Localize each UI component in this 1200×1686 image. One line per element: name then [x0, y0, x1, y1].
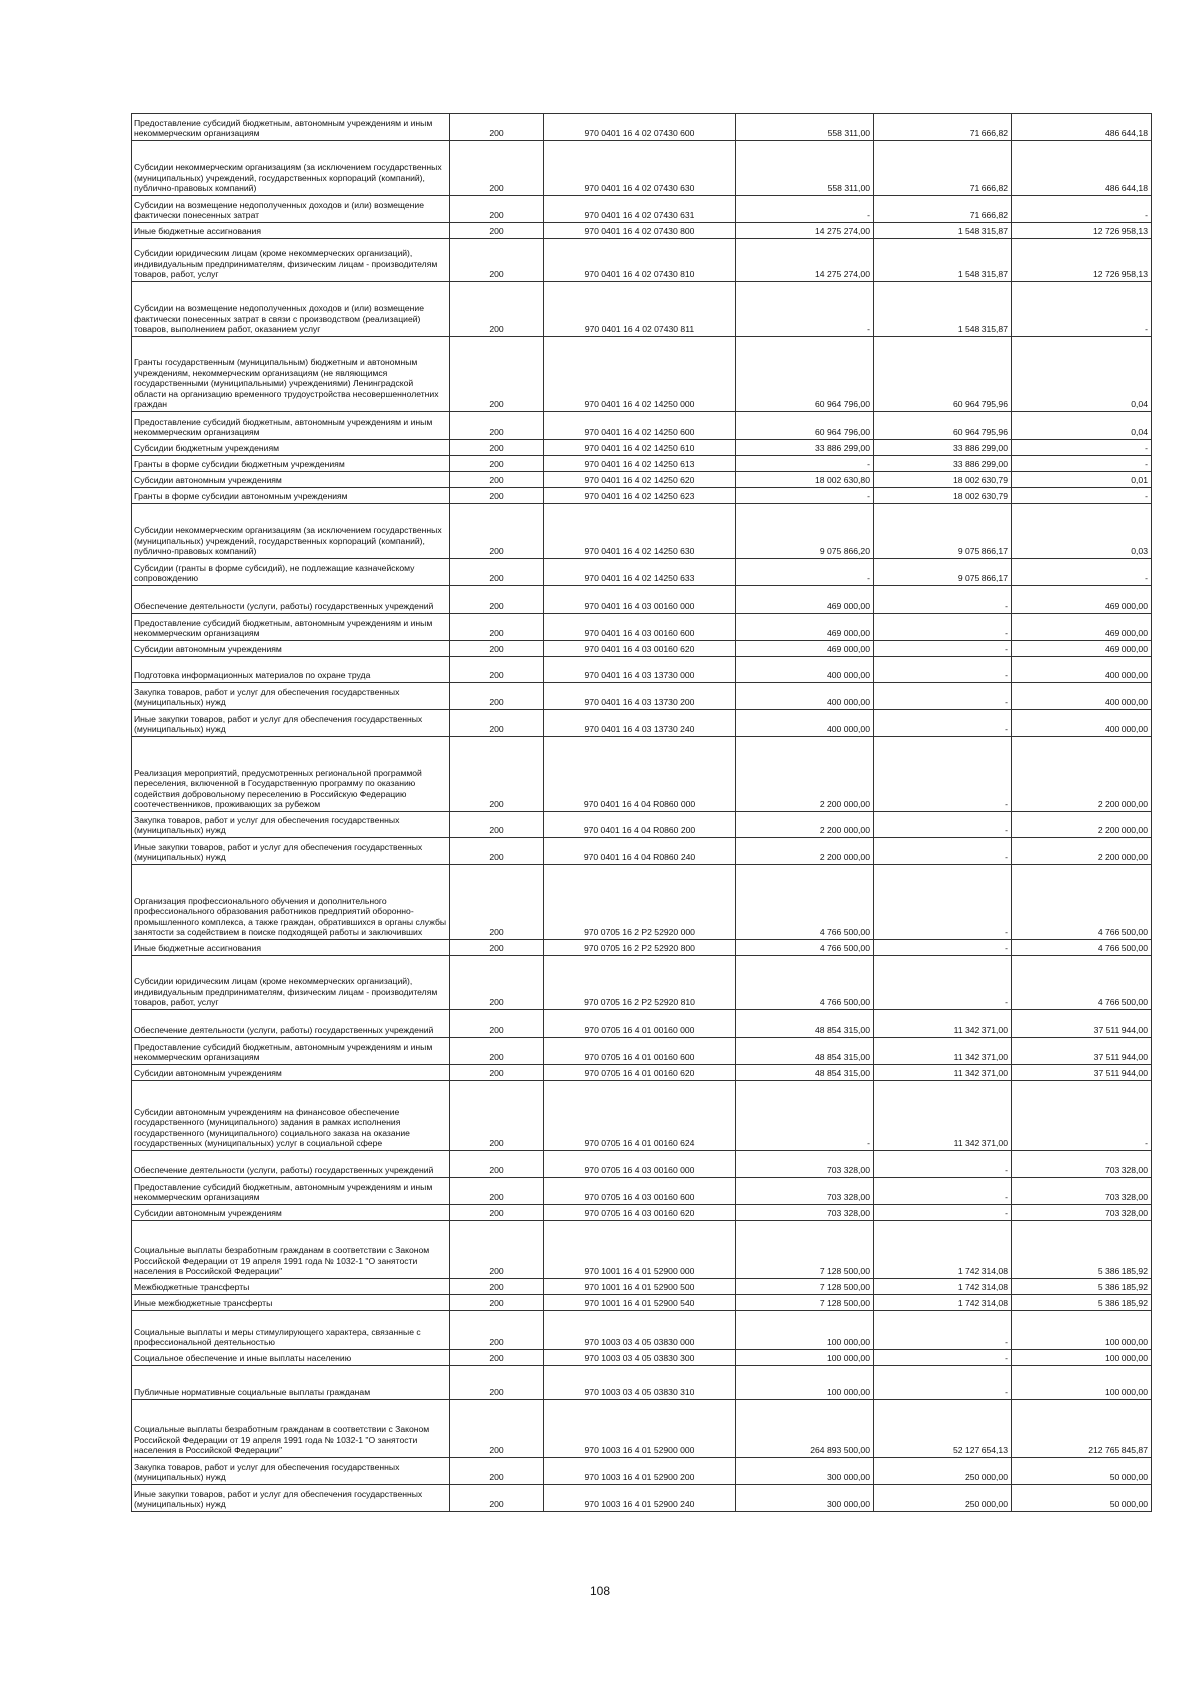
table-cell-executed-amount: -	[874, 641, 1012, 657]
table-cell-approved-amount: 4 766 500,00	[736, 956, 874, 1010]
table-cell-classification-code: 970 0401 16 4 02 07430 811	[544, 282, 736, 337]
table-cell-line-code: 200	[450, 710, 544, 737]
table-cell-approved-amount: 7 128 500,00	[736, 1279, 874, 1295]
table-cell-classification-code: 970 1001 16 4 01 52900 500	[544, 1279, 736, 1295]
table-row	[132, 456, 1152, 472]
table-cell-executed-amount: -	[874, 683, 1012, 710]
table-cell-line-code: 200	[450, 337, 544, 412]
table-cell-approved-amount: 2 200 000,00	[736, 812, 874, 838]
table-cell-remaining-amount: 486 644,18	[1012, 114, 1152, 141]
table-row	[132, 940, 1152, 956]
table-row	[132, 956, 1152, 1010]
table-cell-classification-code: 970 1003 16 4 01 52900 000	[544, 1400, 736, 1458]
table-cell-line-code: 200	[450, 1295, 544, 1311]
table-cell-line-code: 200	[450, 586, 544, 614]
table-cell-approved-amount: 264 893 500,00	[736, 1400, 874, 1458]
table-cell-name: Субсидии автономным учреждениям	[132, 472, 450, 488]
table-cell-line-code: 200	[450, 559, 544, 586]
table-row	[132, 1205, 1152, 1221]
table-cell-remaining-amount: 2 200 000,00	[1012, 737, 1152, 812]
table-cell-classification-code: 970 0401 16 4 02 07430 630	[544, 141, 736, 196]
table-cell-name: Субсидии на возмещение недополученных доходов и (или) возмещение фактически понесенных затрат	[132, 196, 450, 223]
table-cell-executed-amount: -	[874, 586, 1012, 614]
table-cell-name: Иные закупки товаров, работ и услуг для обеспечения государственных (муниципальных) нужд	[132, 838, 450, 865]
table-cell-approved-amount: 100 000,00	[736, 1366, 874, 1400]
table-cell-line-code: 200	[450, 141, 544, 196]
table-cell-classification-code: 970 0705 16 4 03 00160 620	[544, 1205, 736, 1221]
table-cell-line-code: 200	[450, 1065, 544, 1081]
table-cell-executed-amount: 1 742 314,08	[874, 1279, 1012, 1295]
table-cell-classification-code: 970 0401 16 4 02 07430 800	[544, 223, 736, 239]
table-cell-line-code: 200	[450, 114, 544, 141]
table-cell-executed-amount: -	[874, 657, 1012, 683]
table-cell-classification-code: 970 0401 16 4 02 14250 000	[544, 337, 736, 412]
table-cell-executed-amount: -	[874, 1178, 1012, 1205]
table-cell-approved-amount: 400 000,00	[736, 683, 874, 710]
table-cell-name: Обеспечение деятельности (услуги, работы) государственных учреждений	[132, 1010, 450, 1038]
table-cell-remaining-amount: 703 328,00	[1012, 1205, 1152, 1221]
table-cell-approved-amount: 7 128 500,00	[736, 1295, 874, 1311]
table-cell-executed-amount: 11 342 371,00	[874, 1065, 1012, 1081]
table-row	[132, 337, 1152, 412]
table-cell-approved-amount: 48 854 315,00	[736, 1065, 874, 1081]
table-cell-executed-amount: 18 002 630,79	[874, 488, 1012, 504]
table-cell-classification-code: 970 0401 16 4 02 14250 600	[544, 412, 736, 440]
table-cell-approved-amount: 469 000,00	[736, 586, 874, 614]
table-cell-remaining-amount: 100 000,00	[1012, 1350, 1152, 1366]
table-row	[132, 838, 1152, 865]
table-row	[132, 504, 1152, 559]
table-cell-remaining-amount: 486 644,18	[1012, 141, 1152, 196]
table-cell-remaining-amount: -	[1012, 1081, 1152, 1151]
table-cell-classification-code: 970 0401 16 4 03 00160 000	[544, 586, 736, 614]
table-row	[132, 1151, 1152, 1178]
table-cell-line-code: 200	[450, 865, 544, 940]
table-cell-remaining-amount: 50 000,00	[1012, 1485, 1152, 1512]
table-cell-approved-amount: 2 200 000,00	[736, 737, 874, 812]
table-cell-approved-amount: -	[736, 559, 874, 586]
table-cell-executed-amount: 1 548 315,87	[874, 239, 1012, 282]
table-cell-classification-code: 970 1003 16 4 01 52900 200	[544, 1458, 736, 1485]
table-cell-executed-amount: 250 000,00	[874, 1458, 1012, 1485]
table-cell-approved-amount: 400 000,00	[736, 710, 874, 737]
table-cell-classification-code: 970 0705 16 4 01 00160 600	[544, 1038, 736, 1065]
table-row	[132, 1311, 1152, 1350]
table-cell-remaining-amount: 0,04	[1012, 412, 1152, 440]
table-cell-remaining-amount: 212 765 845,87	[1012, 1400, 1152, 1458]
table-cell-name: Иные закупки товаров, работ и услуг для обеспечения государственных (муниципальных) нужд	[132, 1485, 450, 1512]
table-cell-remaining-amount: 100 000,00	[1012, 1311, 1152, 1350]
table-cell-classification-code: 970 0401 16 4 02 07430 810	[544, 239, 736, 282]
table-row	[132, 114, 1152, 141]
table-cell-executed-amount: -	[874, 737, 1012, 812]
table-cell-approved-amount: 469 000,00	[736, 614, 874, 641]
table-cell-executed-amount: -	[874, 1366, 1012, 1400]
table-cell-name: Иные межбюджетные трансферты	[132, 1295, 450, 1311]
table-cell-line-code: 200	[450, 1081, 544, 1151]
table-cell-classification-code: 970 0401 16 4 02 14250 633	[544, 559, 736, 586]
table-cell-approved-amount: 703 328,00	[736, 1178, 874, 1205]
table-row	[132, 1081, 1152, 1151]
table-cell-executed-amount: 11 342 371,00	[874, 1081, 1012, 1151]
table-cell-name: Субсидии юридическим лицам (кроме некоммерческих организаций), индивидуальным предпринимателям, физическим лицам - производителям товаров, работ, услуг	[132, 956, 450, 1010]
table-cell-remaining-amount: 5 386 185,92	[1012, 1295, 1152, 1311]
table-cell-line-code: 200	[450, 282, 544, 337]
table-cell-approved-amount: 400 000,00	[736, 657, 874, 683]
table-cell-classification-code: 970 0705 16 2 P2 52920 800	[544, 940, 736, 956]
table-cell-classification-code: 970 0401 16 4 03 13730 200	[544, 683, 736, 710]
table-row	[132, 657, 1152, 683]
table-cell-line-code: 200	[450, 1205, 544, 1221]
table-cell-name: Иные бюджетные ассигнования	[132, 940, 450, 956]
table-cell-executed-amount: 250 000,00	[874, 1485, 1012, 1512]
table-cell-approved-amount: 703 328,00	[736, 1151, 874, 1178]
table-cell-remaining-amount: 50 000,00	[1012, 1458, 1152, 1485]
table-cell-approved-amount: -	[736, 1081, 874, 1151]
table-cell-classification-code: 970 0705 16 2 P2 52920 810	[544, 956, 736, 1010]
table-cell-name: Субсидии автономным учреждениям на финансовое обеспечение государственного (муниципального) задания в рамках исполнения государственного (муниципального) социального заказа на оказание государственных (муниципальных) услуг в социальной сфере	[132, 1081, 450, 1151]
table-row	[132, 1458, 1152, 1485]
table-cell-executed-amount: 1 742 314,08	[874, 1295, 1012, 1311]
table-cell-executed-amount: -	[874, 1151, 1012, 1178]
table-row	[132, 812, 1152, 838]
table-cell-executed-amount: 71 666,82	[874, 196, 1012, 223]
table-cell-remaining-amount: 4 766 500,00	[1012, 956, 1152, 1010]
table-cell-approved-amount: 100 000,00	[736, 1350, 874, 1366]
table-row	[132, 488, 1152, 504]
table-cell-approved-amount: 300 000,00	[736, 1485, 874, 1512]
table-cell-line-code: 200	[450, 223, 544, 239]
table-cell-name: Организация профессионального обучения и дополнительного профессионального образования работников предприятий оборонно-промышленного комплекса, а также граждан, обратившихся в органы службы занятости за содействием в поиске подходящей работы и заключивших	[132, 865, 450, 940]
table-cell-name: Субсидии некоммерческим организациям (за исключением государственных (муниципальных) учреждений, государственных корпораций (компаний), публично-правовых компаний)	[132, 504, 450, 559]
table-cell-name: Субсидии автономным учреждениям	[132, 1065, 450, 1081]
table-cell-classification-code: 970 1003 03 4 05 03830 310	[544, 1366, 736, 1400]
table-cell-executed-amount: -	[874, 812, 1012, 838]
table-cell-executed-amount: 60 964 795,96	[874, 337, 1012, 412]
table-row	[132, 196, 1152, 223]
table-cell-approved-amount: 33 886 299,00	[736, 440, 874, 456]
table-cell-line-code: 200	[450, 1178, 544, 1205]
table-cell-line-code: 200	[450, 1279, 544, 1295]
table-cell-classification-code: 970 0401 16 4 04 R0860 000	[544, 737, 736, 812]
table-cell-line-code: 200	[450, 1366, 544, 1400]
table-cell-approved-amount: -	[736, 196, 874, 223]
table-cell-line-code: 200	[450, 641, 544, 657]
table-cell-approved-amount: 4 766 500,00	[736, 865, 874, 940]
table-cell-remaining-amount: 0,04	[1012, 337, 1152, 412]
table-row	[132, 223, 1152, 239]
table-cell-line-code: 200	[450, 1458, 544, 1485]
table-cell-classification-code: 970 0401 16 4 03 00160 620	[544, 641, 736, 657]
table-cell-name: Иные бюджетные ассигнования	[132, 223, 450, 239]
page-number: 108	[589, 1584, 611, 1598]
table-cell-approved-amount: 558 311,00	[736, 141, 874, 196]
table-cell-remaining-amount: 0,03	[1012, 504, 1152, 559]
table-cell-classification-code: 970 1001 16 4 01 52900 540	[544, 1295, 736, 1311]
table-cell-classification-code: 970 0705 16 2 P2 52920 000	[544, 865, 736, 940]
table-cell-remaining-amount: 100 000,00	[1012, 1366, 1152, 1400]
table-cell-classification-code: 970 0705 16 4 01 00160 000	[544, 1010, 736, 1038]
table-cell-executed-amount: 33 886 299,00	[874, 440, 1012, 456]
table-cell-remaining-amount: 2 200 000,00	[1012, 838, 1152, 865]
table-cell-line-code: 200	[450, 956, 544, 1010]
table-cell-classification-code: 970 0705 16 4 01 00160 624	[544, 1081, 736, 1151]
table-cell-line-code: 200	[450, 1400, 544, 1458]
table-row	[132, 586, 1152, 614]
table-cell-line-code: 200	[450, 1010, 544, 1038]
table-row	[132, 1350, 1152, 1366]
table-cell-remaining-amount: 12 726 958,13	[1012, 223, 1152, 239]
table-cell-approved-amount: 2 200 000,00	[736, 838, 874, 865]
table-cell-executed-amount: 71 666,82	[874, 141, 1012, 196]
table-cell-executed-amount: 1 548 315,87	[874, 282, 1012, 337]
table-cell-line-code: 200	[450, 440, 544, 456]
table-cell-remaining-amount: 5 386 185,92	[1012, 1279, 1152, 1295]
table-cell-classification-code: 970 0401 16 4 03 13730 240	[544, 710, 736, 737]
table-cell-executed-amount: 1 548 315,87	[874, 223, 1012, 239]
table-row	[132, 282, 1152, 337]
table-cell-remaining-amount: 37 511 944,00	[1012, 1010, 1152, 1038]
table-cell-name: Закупка товаров, работ и услуг для обеспечения государственных (муниципальных) нужд	[132, 1458, 450, 1485]
table-cell-remaining-amount: 37 511 944,00	[1012, 1038, 1152, 1065]
table-cell-executed-amount: 71 666,82	[874, 114, 1012, 141]
table-cell-name: Предоставление субсидий бюджетным, автономным учреждениям и иным некоммерческим организациям	[132, 614, 450, 641]
table-cell-approved-amount: 703 328,00	[736, 1205, 874, 1221]
table-cell-executed-amount: -	[874, 710, 1012, 737]
table-cell-remaining-amount: -	[1012, 559, 1152, 586]
table-cell-name: Публичные нормативные социальные выплаты гражданам	[132, 1366, 450, 1400]
table-cell-remaining-amount: -	[1012, 488, 1152, 504]
budget-execution-table-container	[131, 113, 1151, 1512]
table-cell-line-code: 200	[450, 1311, 544, 1350]
table-cell-line-code: 200	[450, 838, 544, 865]
table-cell-line-code: 200	[450, 683, 544, 710]
table-cell-executed-amount: -	[874, 838, 1012, 865]
table-cell-classification-code: 970 0401 16 4 02 14250 630	[544, 504, 736, 559]
table-cell-classification-code: 970 0401 16 4 02 14250 613	[544, 456, 736, 472]
table-cell-remaining-amount: -	[1012, 196, 1152, 223]
table-cell-remaining-amount: 469 000,00	[1012, 586, 1152, 614]
table-cell-name: Подготовка информационных материалов по охране труда	[132, 657, 450, 683]
table-cell-executed-amount: -	[874, 865, 1012, 940]
table-cell-executed-amount: -	[874, 1205, 1012, 1221]
table-cell-remaining-amount: 2 200 000,00	[1012, 812, 1152, 838]
table-cell-approved-amount: 300 000,00	[736, 1458, 874, 1485]
table-cell-line-code: 200	[450, 940, 544, 956]
table-cell-name: Предоставление субсидий бюджетным, автономным учреждениям и иным некоммерческим организациям	[132, 114, 450, 141]
table-row	[132, 440, 1152, 456]
table-cell-line-code: 200	[450, 1151, 544, 1178]
table-cell-executed-amount: 60 964 795,96	[874, 412, 1012, 440]
table-cell-approved-amount: 9 075 866,20	[736, 504, 874, 559]
table-row	[132, 1178, 1152, 1205]
table-row	[132, 412, 1152, 440]
table-cell-name: Субсидии юридическим лицам (кроме некоммерческих организаций), индивидуальным предпринимателям, физическим лицам - производителям товаров, работ, услуг	[132, 239, 450, 282]
table-cell-classification-code: 970 0401 16 4 02 14250 620	[544, 472, 736, 488]
table-row	[132, 1366, 1152, 1400]
table-cell-remaining-amount: 703 328,00	[1012, 1151, 1152, 1178]
table-cell-executed-amount: 9 075 866,17	[874, 504, 1012, 559]
table-cell-classification-code: 970 1003 16 4 01 52900 240	[544, 1485, 736, 1512]
table-cell-line-code: 200	[450, 472, 544, 488]
table-row	[132, 865, 1152, 940]
table-cell-line-code: 200	[450, 614, 544, 641]
table-cell-remaining-amount: 5 386 185,92	[1012, 1221, 1152, 1279]
table-cell-remaining-amount: 400 000,00	[1012, 710, 1152, 737]
table-cell-classification-code: 970 0401 16 4 04 R0860 200	[544, 812, 736, 838]
table-cell-remaining-amount: 0,01	[1012, 472, 1152, 488]
table-cell-name: Гранты в форме субсидии автономным учреждениям	[132, 488, 450, 504]
table-cell-name: Межбюджетные трансферты	[132, 1279, 450, 1295]
table-cell-approved-amount: 60 964 796,00	[736, 337, 874, 412]
table-cell-executed-amount: 11 342 371,00	[874, 1010, 1012, 1038]
table-row	[132, 559, 1152, 586]
table-cell-executed-amount: 33 886 299,00	[874, 456, 1012, 472]
table-cell-remaining-amount: 4 766 500,00	[1012, 865, 1152, 940]
table-cell-name: Социальное обеспечение и иные выплаты населению	[132, 1350, 450, 1366]
table-cell-approved-amount: 469 000,00	[736, 641, 874, 657]
table-cell-classification-code: 970 0401 16 4 04 R0860 240	[544, 838, 736, 865]
table-row	[132, 1065, 1152, 1081]
table-cell-classification-code: 970 0705 16 4 03 00160 600	[544, 1178, 736, 1205]
table-cell-line-code: 200	[450, 812, 544, 838]
table-cell-executed-amount: -	[874, 614, 1012, 641]
table-cell-classification-code: 970 0705 16 4 01 00160 620	[544, 1065, 736, 1081]
table-cell-approved-amount: 14 275 274,00	[736, 239, 874, 282]
table-cell-name: Предоставление субсидий бюджетным, автономным учреждениям и иным некоммерческим организациям	[132, 1038, 450, 1065]
table-cell-executed-amount: 52 127 654,13	[874, 1400, 1012, 1458]
table-cell-name: Субсидии автономным учреждениям	[132, 641, 450, 657]
table-cell-executed-amount: -	[874, 1350, 1012, 1366]
table-cell-executed-amount: 18 002 630,79	[874, 472, 1012, 488]
table-cell-executed-amount: -	[874, 1311, 1012, 1350]
table-row	[132, 683, 1152, 710]
table-cell-remaining-amount: -	[1012, 440, 1152, 456]
table-cell-executed-amount: 11 342 371,00	[874, 1038, 1012, 1065]
table-row	[132, 614, 1152, 641]
table-cell-name: Социальные выплаты безработным гражданам в соответствии с Законом Российской Федерации от 19 апреля 1991 года № 1032-1 "О занятости населения в Российской Федерации"	[132, 1400, 450, 1458]
table-cell-name: Субсидии (гранты в форме субсидий), не подлежащие казначейскому сопровождению	[132, 559, 450, 586]
table-row	[132, 1279, 1152, 1295]
table-cell-classification-code: 970 0401 16 4 02 07430 631	[544, 196, 736, 223]
table-row	[132, 737, 1152, 812]
table-cell-classification-code: 970 0705 16 4 03 00160 000	[544, 1151, 736, 1178]
table-cell-approved-amount: 4 766 500,00	[736, 940, 874, 956]
table-cell-line-code: 200	[450, 737, 544, 812]
table-row	[132, 710, 1152, 737]
table-cell-line-code: 200	[450, 1038, 544, 1065]
table-cell-line-code: 200	[450, 196, 544, 223]
table-cell-name: Субсидии некоммерческим организациям (за исключением государственных (муниципальных) учреждений, государственных корпораций (компаний), публично-правовых компаний)	[132, 141, 450, 196]
table-cell-remaining-amount: 400 000,00	[1012, 683, 1152, 710]
table-cell-line-code: 200	[450, 488, 544, 504]
table-cell-remaining-amount: -	[1012, 456, 1152, 472]
table-cell-remaining-amount: 4 766 500,00	[1012, 940, 1152, 956]
table-cell-classification-code: 970 0401 16 4 03 13730 000	[544, 657, 736, 683]
budget-execution-table	[131, 113, 1152, 1512]
table-cell-classification-code: 970 1003 03 4 05 03830 300	[544, 1350, 736, 1366]
table-cell-classification-code: 970 0401 16 4 02 07430 600	[544, 114, 736, 141]
table-cell-name: Субсидии бюджетным учреждениям	[132, 440, 450, 456]
table-cell-classification-code: 970 1001 16 4 01 52900 000	[544, 1221, 736, 1279]
table-cell-line-code: 200	[450, 657, 544, 683]
table-cell-remaining-amount: 703 328,00	[1012, 1178, 1152, 1205]
table-cell-executed-amount: -	[874, 940, 1012, 956]
table-cell-name: Социальные выплаты и меры стимулирующего характера, связанные с профессиональной деятельностью	[132, 1311, 450, 1350]
table-cell-name: Закупка товаров, работ и услуг для обеспечения государственных (муниципальных) нужд	[132, 683, 450, 710]
table-row	[132, 1221, 1152, 1279]
table-cell-name: Гранты в форме субсидии бюджетным учреждениям	[132, 456, 450, 472]
table-cell-line-code: 200	[450, 239, 544, 282]
table-cell-approved-amount: -	[736, 282, 874, 337]
table-cell-classification-code: 970 0401 16 4 02 14250 610	[544, 440, 736, 456]
table-cell-line-code: 200	[450, 1485, 544, 1512]
table-row	[132, 1010, 1152, 1038]
table-row	[132, 1038, 1152, 1065]
table-cell-name: Обеспечение деятельности (услуги, работы) государственных учреждений	[132, 586, 450, 614]
table-cell-name: Иные закупки товаров, работ и услуг для обеспечения государственных (муниципальных) нужд	[132, 710, 450, 737]
table-cell-name: Реализация мероприятий, предусмотренных региональной программой переселения, включенной в Государственную программу по оказанию содействия добровольному переселению в Российскую Федерацию соотечественников, проживающих за рубежом	[132, 737, 450, 812]
table-cell-name: Предоставление субсидий бюджетным, автономным учреждениям и иным некоммерческим организациям	[132, 412, 450, 440]
table-cell-executed-amount: 9 075 866,17	[874, 559, 1012, 586]
table-cell-line-code: 200	[450, 1221, 544, 1279]
table-row	[132, 141, 1152, 196]
table-cell-name: Субсидии на возмещение недополученных доходов и (или) возмещение фактически понесенных затрат в связи с производством (реализацией) товаров, выполнением работ, оказанием услуг	[132, 282, 450, 337]
table-row	[132, 641, 1152, 657]
table-cell-approved-amount: -	[736, 488, 874, 504]
table-cell-remaining-amount: 469 000,00	[1012, 641, 1152, 657]
table-row	[132, 472, 1152, 488]
table-cell-approved-amount: 48 854 315,00	[736, 1010, 874, 1038]
table-body	[132, 114, 1152, 1512]
table-cell-approved-amount: 48 854 315,00	[736, 1038, 874, 1065]
table-cell-name: Субсидии автономным учреждениям	[132, 1205, 450, 1221]
table-cell-remaining-amount: 37 511 944,00	[1012, 1065, 1152, 1081]
table-cell-approved-amount: 60 964 796,00	[736, 412, 874, 440]
table-cell-name: Закупка товаров, работ и услуг для обеспечения государственных (муниципальных) нужд	[132, 812, 450, 838]
table-cell-approved-amount: 18 002 630,80	[736, 472, 874, 488]
table-cell-line-code: 200	[450, 412, 544, 440]
table-cell-name: Социальные выплаты безработным гражданам в соответствии с Законом Российской Федерации от 19 апреля 1991 года № 1032-1 "О занятости населения в Российской Федерации"	[132, 1221, 450, 1279]
table-cell-approved-amount: -	[736, 456, 874, 472]
table-cell-classification-code: 970 1003 03 4 05 03830 000	[544, 1311, 736, 1350]
table-cell-name: Гранты государственным (муниципальным) бюджетным и автономным учреждениям, некоммерческим организациям (не являющимся государственными (муниципальными) учреждениями) Ленинградской области на организацию временного трудоустройства несовершеннолетних граждан	[132, 337, 450, 412]
table-cell-executed-amount: 1 742 314,08	[874, 1221, 1012, 1279]
table-cell-approved-amount: 7 128 500,00	[736, 1221, 874, 1279]
table-row	[132, 1295, 1152, 1311]
table-cell-remaining-amount: 12 726 958,13	[1012, 239, 1152, 282]
table-cell-executed-amount: -	[874, 956, 1012, 1010]
table-cell-classification-code: 970 0401 16 4 03 00160 600	[544, 614, 736, 641]
table-cell-line-code: 200	[450, 456, 544, 472]
table-cell-classification-code: 970 0401 16 4 02 14250 623	[544, 488, 736, 504]
table-cell-line-code: 200	[450, 504, 544, 559]
table-cell-name: Предоставление субсидий бюджетным, автономным учреждениям и иным некоммерческим организациям	[132, 1178, 450, 1205]
table-cell-approved-amount: 14 275 274,00	[736, 223, 874, 239]
table-cell-approved-amount: 558 311,00	[736, 114, 874, 141]
table-cell-line-code: 200	[450, 1350, 544, 1366]
table-row	[132, 239, 1152, 282]
table-row	[132, 1485, 1152, 1512]
table-cell-remaining-amount: 400 000,00	[1012, 657, 1152, 683]
table-cell-remaining-amount: 469 000,00	[1012, 614, 1152, 641]
table-cell-remaining-amount: -	[1012, 282, 1152, 337]
table-cell-name: Обеспечение деятельности (услуги, работы) государственных учреждений	[132, 1151, 450, 1178]
table-cell-approved-amount: 100 000,00	[736, 1311, 874, 1350]
table-row	[132, 1400, 1152, 1458]
